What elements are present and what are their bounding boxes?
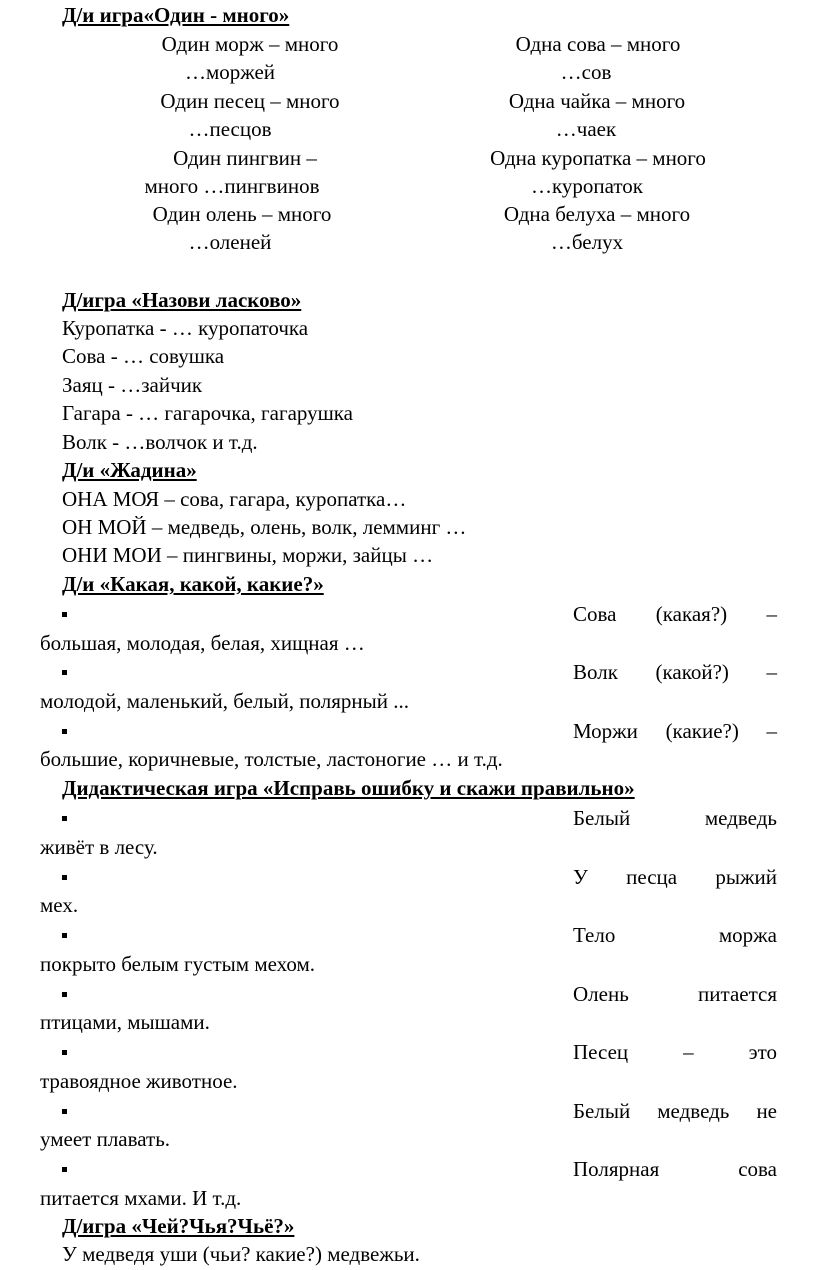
bullet-icon xyxy=(62,612,67,617)
bullet-icon xyxy=(62,1109,67,1114)
item-word: Сова xyxy=(573,602,617,626)
game1-right-line: Одна чайка – много xyxy=(508,89,686,113)
item-continuation: питается мхами. И т.д. xyxy=(40,1186,242,1210)
bullet-icon xyxy=(62,875,67,880)
item-continuation: большие, коричневые, толстые, ластоногие … и т.д. xyxy=(40,747,503,771)
item-word: песца xyxy=(626,865,678,889)
item-word: Белый xyxy=(573,1099,631,1123)
bullet-icon xyxy=(62,1167,67,1172)
item-word: – xyxy=(766,602,777,626)
item-word: (какой?) xyxy=(655,660,729,684)
game1-right-line: …сов xyxy=(560,60,612,84)
game1-left-line: Один олень – много xyxy=(152,202,332,226)
item-continuation: покрыто белым густым мехом. xyxy=(40,952,315,976)
item-continuation: молодой, маленький, белый, полярный ... xyxy=(40,689,409,713)
game4-title: Д/и «Какая, какой, какие?» xyxy=(62,572,324,596)
item-word: Тело xyxy=(573,923,616,947)
item-word: Белый xyxy=(573,806,631,830)
bullet-icon xyxy=(62,816,67,821)
game2-line: Заяц - …зайчик xyxy=(62,373,203,397)
item-word: медведь xyxy=(657,1099,730,1123)
game5-title: Дидактическая игра «Исправь ошибку и скажи правильно» xyxy=(62,776,635,800)
item-word: У xyxy=(573,865,588,889)
game3-title: Д/и «Жадина» xyxy=(62,458,197,482)
game2-line: Сова - … совушка xyxy=(62,344,225,368)
bullet-icon xyxy=(62,670,67,675)
game1-right-line: Одна белуха – много xyxy=(503,202,691,226)
item-word: – xyxy=(766,660,777,684)
game1-right-line: Одна куропатка – много xyxy=(490,146,706,170)
game2-line: Волк - …волчок и т.д. xyxy=(62,430,258,454)
bullet-icon xyxy=(62,933,67,938)
game6-title: Д/игра «Чей?Чья?Чьё?» xyxy=(62,1214,295,1238)
game1-right-line: …куропаток xyxy=(530,174,644,198)
bullet-icon xyxy=(62,729,67,734)
game1-left-line: …оленей xyxy=(188,230,272,254)
game1-right-line: …чаек xyxy=(555,117,617,141)
game3-line: ОНИ МОИ – пингвины, моржи, зайцы … xyxy=(62,543,434,567)
game1-left-line: …песцов xyxy=(188,117,272,141)
game1-right-line: …белух xyxy=(550,230,624,254)
item-word: рыжий xyxy=(715,865,777,889)
item-word: (какие?) xyxy=(665,719,739,743)
bullet-icon xyxy=(62,1050,67,1055)
game1-left-line: Один морж – много xyxy=(161,32,339,56)
item-word: – xyxy=(766,719,777,743)
item-word: Олень xyxy=(573,982,629,1006)
item-word: Песец xyxy=(573,1040,629,1064)
game2-line: Гагара - … гагарочка, гагарушка xyxy=(62,401,353,425)
item-word: сова xyxy=(738,1157,777,1181)
game1-left-line: много …пингвинов xyxy=(144,174,320,198)
game3-line: ОНА МОЯ – сова, гагара, куропатка… xyxy=(62,487,407,511)
item-word: медведь xyxy=(704,806,777,830)
item-word: (какая?) xyxy=(655,602,728,626)
item-continuation: травоядное животное. xyxy=(40,1069,238,1093)
item-word: питается xyxy=(698,982,777,1006)
game2-line: Куропатка - … куропаточка xyxy=(62,316,309,340)
game1-left-line: …моржей xyxy=(184,60,276,84)
item-word: моржа xyxy=(718,923,777,947)
bullet-icon xyxy=(62,992,67,997)
item-word: это xyxy=(748,1040,777,1064)
item-continuation: умеет плавать. xyxy=(40,1127,171,1151)
item-word: – xyxy=(683,1040,694,1064)
game1-title: Д/и игра«Один - много» xyxy=(62,3,290,27)
item-word: не xyxy=(756,1099,777,1123)
item-continuation: мех. xyxy=(40,893,79,917)
item-continuation: большая, молодая, белая, хищная … xyxy=(40,631,365,655)
item-word: Волк xyxy=(573,660,618,684)
game6-line: У медведя уши (чьи? какие?) медвежьи. xyxy=(62,1242,420,1266)
item-word: Полярная xyxy=(573,1157,660,1181)
game1-right-line: Одна сова – много xyxy=(515,32,681,56)
game3-line: ОН МОЙ – медведь, олень, волк, лемминг … xyxy=(62,515,467,539)
game1-left-line: Один песец – много xyxy=(160,89,340,113)
game2-title: Д/игра «Назови ласково» xyxy=(62,288,302,312)
item-word: Моржи xyxy=(573,719,638,743)
game1-left-line: Один пингвин – xyxy=(173,146,317,170)
item-continuation: живёт в лесу. xyxy=(40,835,158,859)
item-continuation: птицами, мышами. xyxy=(40,1010,210,1034)
